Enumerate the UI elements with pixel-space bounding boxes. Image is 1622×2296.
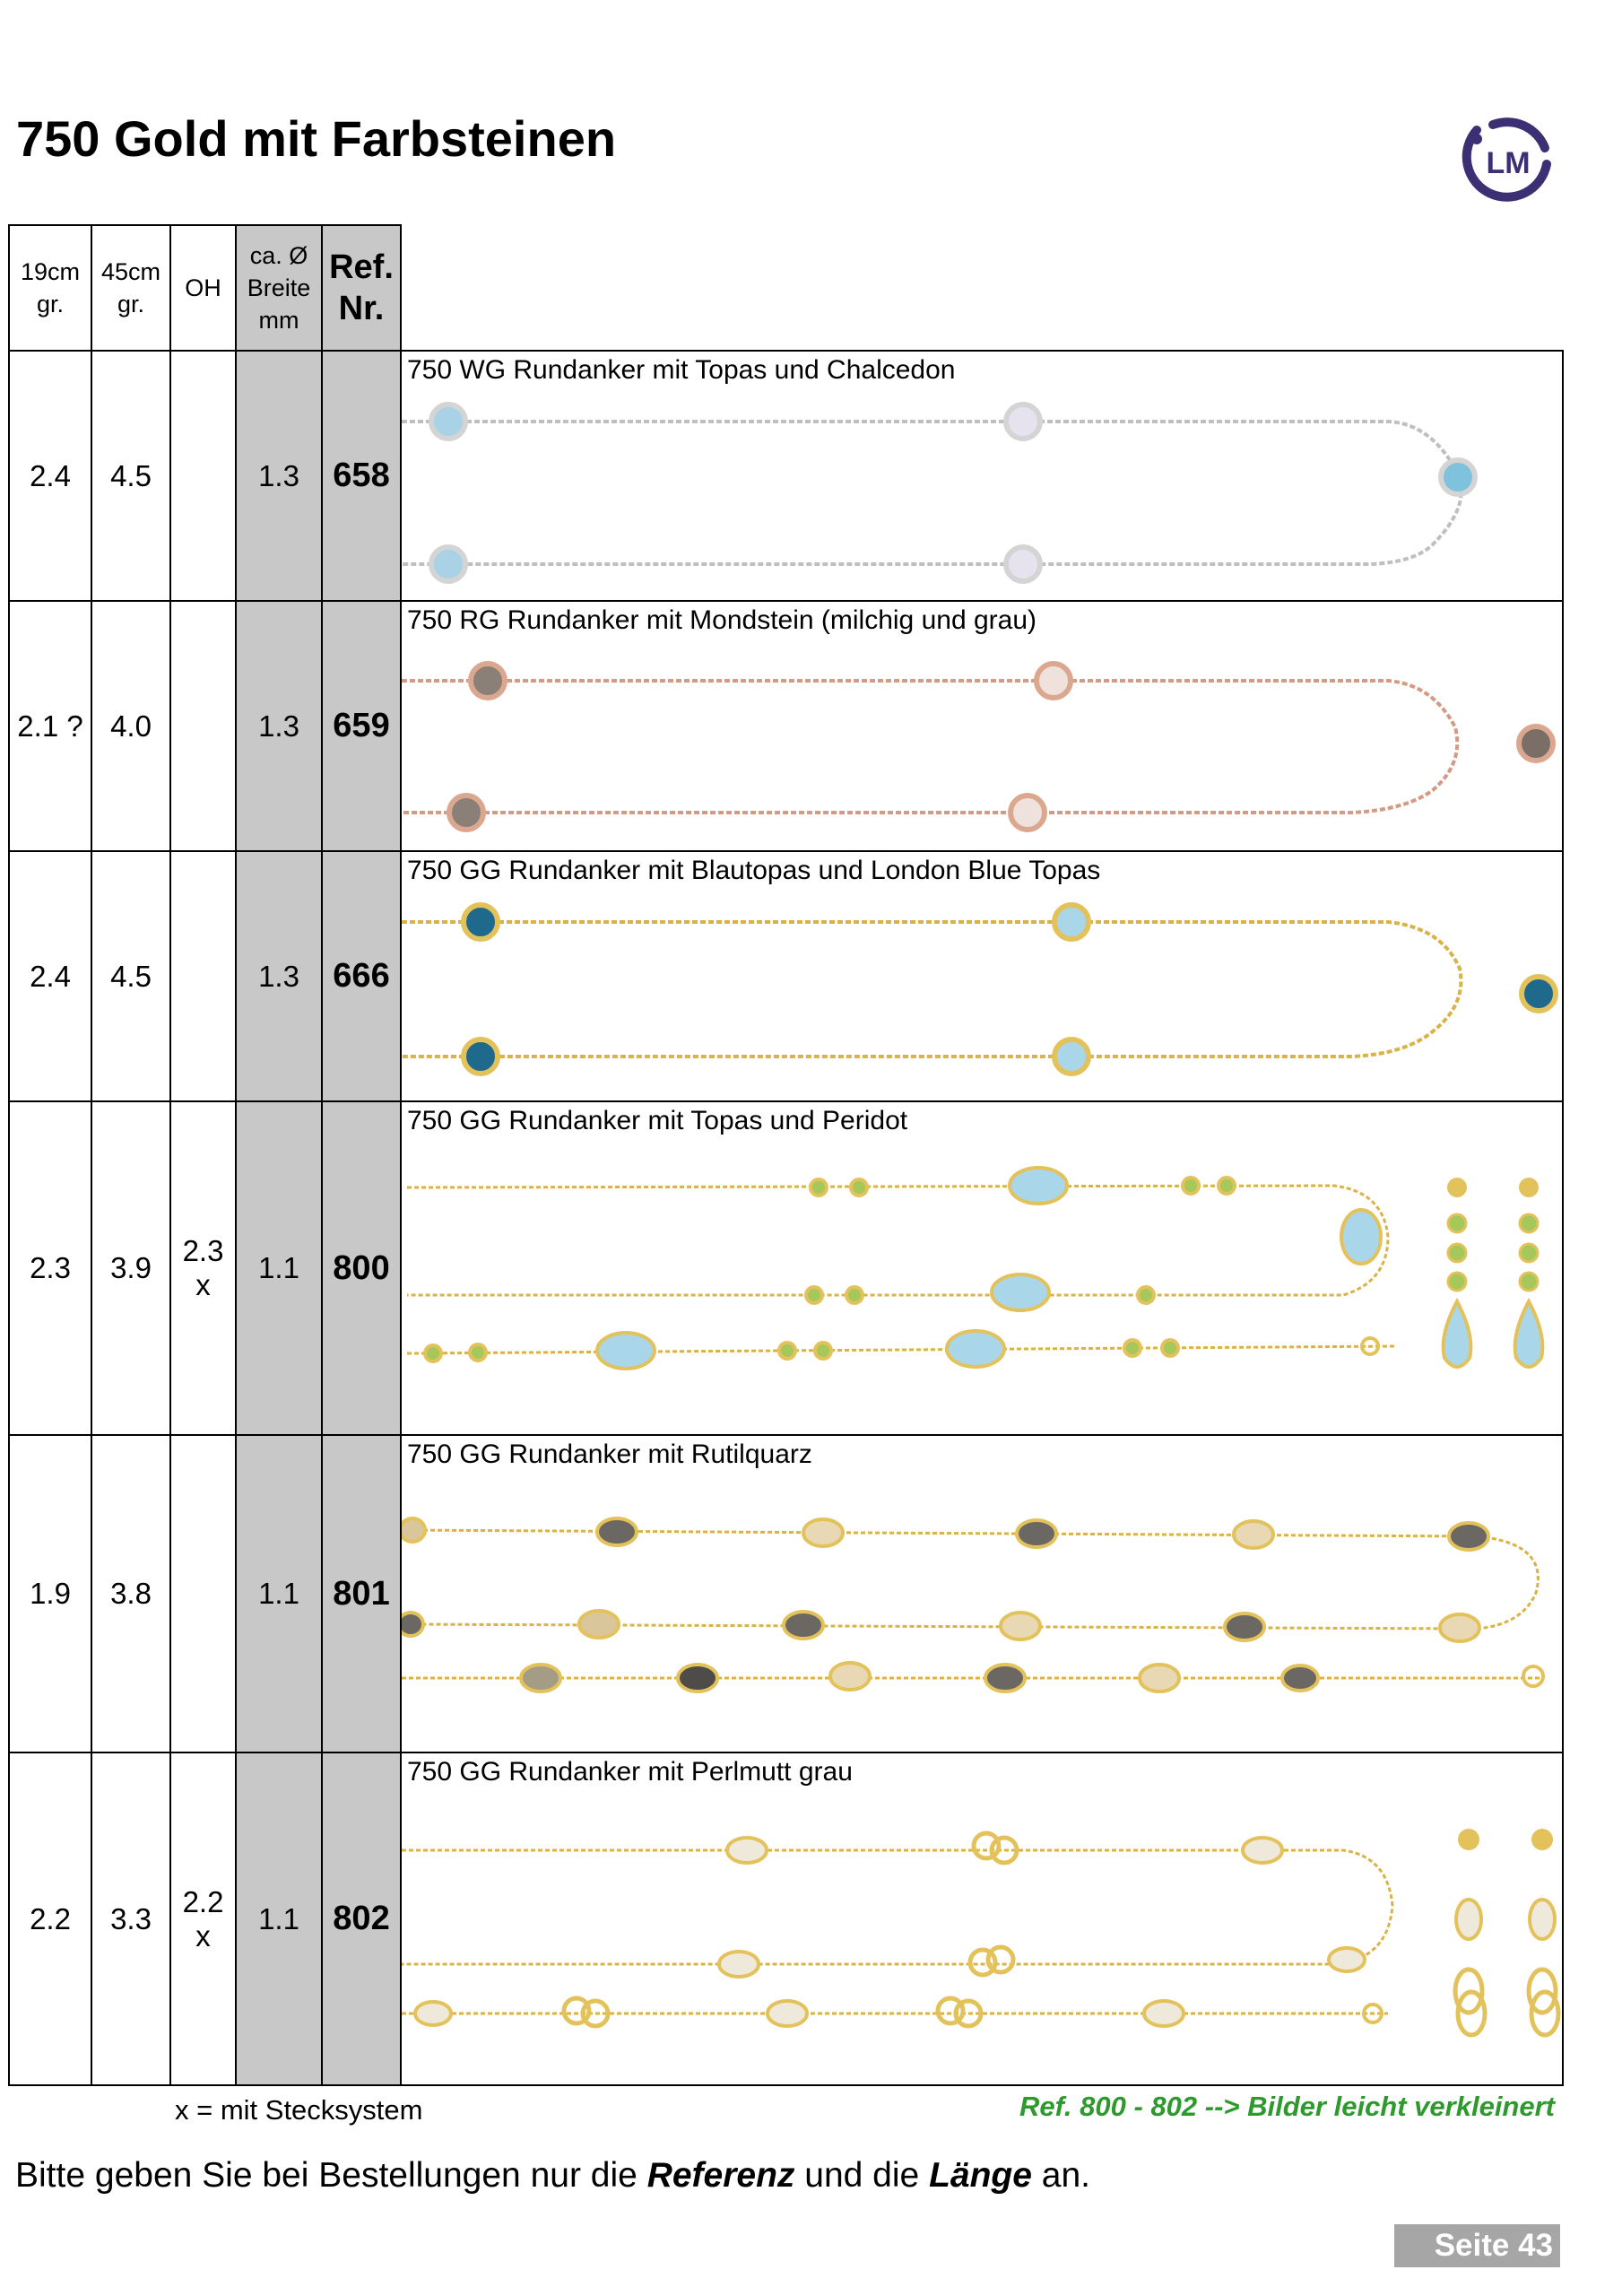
order-text-2: und die — [804, 2156, 920, 2195]
weight-19: 2.2 — [9, 1752, 91, 2085]
product-title: 750 GG Rundanker mit Blautopas und London Blue Topas — [407, 856, 1101, 885]
header-ref: Ref. Nr. — [322, 225, 401, 351]
width-value: 1.1 — [236, 1435, 322, 1752]
page-number: Seite 43 — [1394, 2224, 1560, 2267]
necklace-topaz-peridot — [402, 1102, 1564, 1436]
weight-45: 3.8 — [91, 1435, 170, 1752]
oh-mark: x — [195, 1918, 211, 1952]
oh-value: 2.2 — [182, 1884, 224, 1918]
product-title: 750 GG Rundanker mit Perlmutt grau — [407, 1757, 853, 1787]
product-row — [9, 1435, 1563, 1752]
weight-45: 4.5 — [91, 851, 170, 1101]
header-19cm: 19cm gr. — [9, 225, 91, 351]
necklace-white-gold — [402, 352, 1564, 602]
product-image-cell — [401, 1435, 1563, 1752]
footnote-plug-system: x = mit Stecksystem — [175, 2094, 423, 2126]
header-oh: OH — [170, 225, 236, 351]
product-image-cell — [401, 1101, 1563, 1435]
width-value: 1.3 — [236, 851, 322, 1101]
product-image-cell — [401, 351, 1563, 601]
weight-19: 2.3 — [9, 1101, 91, 1435]
product-image-cell — [401, 851, 1563, 1101]
image-size-note: Ref. 800 - 802 --> Bilder leicht verkleinert — [1019, 2091, 1555, 2122]
product-row — [9, 351, 1563, 601]
ref-number: 802 — [322, 1752, 401, 2085]
order-ref-word: Referenz — [646, 2156, 795, 2195]
ref-number: 658 — [322, 351, 401, 601]
header-45cm: 45cm gr. — [91, 225, 170, 351]
page-title: 750 Gold mit Farbsteinen — [16, 110, 617, 167]
earrings-topaz-peridot — [1444, 1178, 1543, 1367]
weight-45: 4.5 — [91, 351, 170, 601]
order-text-3: an. — [1041, 2156, 1090, 2195]
product-row — [9, 1752, 1563, 2085]
product-title: 750 WG Rundanker mit Topas und Chalcedon — [407, 355, 956, 385]
necklace-rose-gold — [402, 602, 1564, 852]
product-title: 750 GG Rundanker mit Topas und Peridot — [407, 1106, 908, 1135]
oh-cell — [170, 1752, 236, 2085]
oh-value: 2.3 — [182, 1234, 224, 1267]
product-row — [9, 851, 1563, 1101]
weight-45: 3.9 — [91, 1101, 170, 1435]
weight-19: 2.4 — [9, 851, 91, 1101]
logo-text: LM — [1486, 146, 1531, 180]
oh-cell — [170, 1435, 236, 1752]
product-image-cell — [401, 601, 1563, 851]
header-width: ca. Ø Breite mm — [236, 225, 322, 351]
oh-cell — [170, 601, 236, 851]
width-value: 1.3 — [236, 351, 322, 601]
weight-45: 3.3 — [91, 1752, 170, 2085]
weight-19: 1.9 — [9, 1435, 91, 1752]
product-row — [9, 1101, 1563, 1435]
order-instructions — [15, 2156, 1090, 2196]
lm-logo — [1457, 112, 1556, 211]
necklace-yellow-gold-blue — [402, 852, 1564, 1102]
order-text-1: Bitte geben Sie bei Bestellungen nur die — [15, 2156, 638, 2195]
necklace-rutile-quartz — [402, 1436, 1564, 1753]
necklace-mother-of-pearl — [402, 1753, 1564, 2086]
weight-19: 2.4 — [9, 351, 91, 601]
oh-cell — [170, 351, 236, 601]
oh-cell — [170, 1101, 236, 1435]
product-table — [8, 224, 1564, 2086]
width-value: 1.3 — [236, 601, 322, 851]
ref-number: 801 — [322, 1435, 401, 1752]
oh-cell — [170, 851, 236, 1101]
weight-19: 2.1 ? — [9, 601, 91, 851]
order-length-word: Länge — [929, 2156, 1032, 2195]
ref-number: 800 — [322, 1101, 401, 1435]
width-value: 1.1 — [236, 1101, 322, 1435]
product-title: 750 GG Rundanker mit Rutilquarz — [407, 1439, 812, 1469]
width-value: 1.1 — [236, 1752, 322, 2085]
header-blank — [401, 225, 1563, 351]
product-row — [9, 601, 1563, 851]
oh-mark: x — [195, 1268, 211, 1301]
earrings-mother-of-pearl — [1455, 1829, 1558, 2035]
ref-number: 659 — [322, 601, 401, 851]
weight-45: 4.0 — [91, 601, 170, 851]
product-image-cell — [401, 1752, 1563, 2085]
ref-number: 666 — [322, 851, 401, 1101]
product-title: 750 RG Rundanker mit Mondstein (milchig und grau) — [407, 605, 1037, 635]
